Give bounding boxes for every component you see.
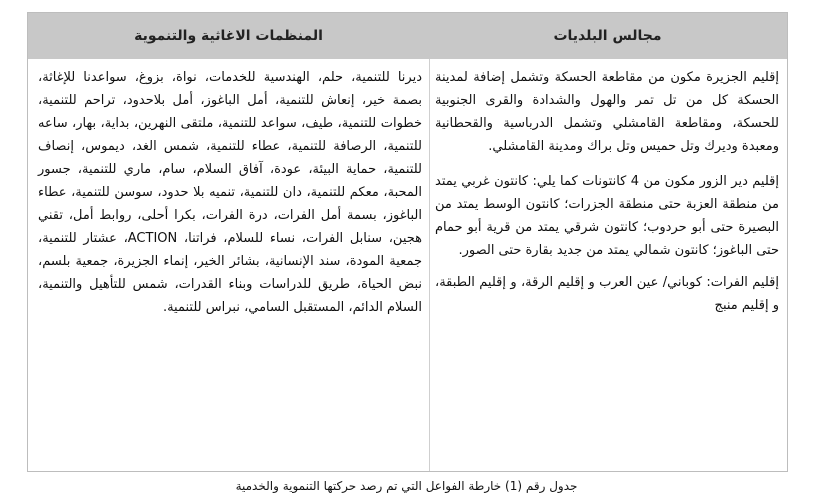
organizations-list-text: ديرنا للتنمية، حلم، الهندسية للخدمات، نواة، بزوغ، سواعدنا للإغاثة، بصمة خير، إنعاش للتنمية، أمل الباغوز، أمل بلاحدود، تراحم للتنمية، خطوات للتنمية، طيف، سواعد للتنمية، ملتقى النهرين، بداية، بهار، ساعه للتنمية، الرصافة للتنمية، عطاء للتنمية، شمس الغد، ديموس، إنصاف للتنمية، حماية البيئة، عودة، آفاق السلام، سام، ماري للتنمية، جسور المحبة، معكم للتنمية، دان للتنمية، تنميه بلا حدود، سوسن للتنمية، عطاء الباغوز، بسمة أمل الفرات، درة الفرات، بكرا أحلى، روابط أمل، تقني هجين، سنابل الفرات، نساء للسلام، فراتنا، ACTION، عشتار للتنمية، جمعية المودة، سند الإنسانية، بشائر الخير، إنماء الجزيرة، جمعية بلسم، نبض الحياة، طريق للدراسات وبناء القدرات، شمس للتأهيل والتنمية، السلام الدائم، المستقبل السامي، نبراس للتنمية. [38, 70, 422, 315]
cell-relief-organizations [38, 66, 422, 319]
jazira-region-text: إقليم الجزيرة مكون من مقاطعة الحسكة وتشمل إضافة لمدينة الحسكة كل من تل تمر والهول والشدادة والقرى الجنوبية للحسكة، ومقاطعة القامشلي وتشمل الدرباسية والقحطانية ومعبدة وديرك وتل حميس وتل براك ومدينة القامشلي. [435, 70, 779, 154]
cell-municipal-councils [435, 66, 779, 317]
header-relief-organizations: المنظمات الاغاثية والتنموية [28, 13, 429, 59]
header-municipal-councils: مجالس البلديات [427, 13, 787, 59]
deir-ezzor-region-text: إقليم دير الزور مكون من 4 كانتونات كما يلي: كانتون غربي يمتد من منطقة العزبة حتى منطقة الجزرات؛ كانتون الوسط يمتد من البصيرة حتى أبو حردوب؛ كانتون شرقي يمتد من قرية أبو حمام حتى الباغوز؛ كانتون شمالي يمتد من جديد بقارة حتى الصور. [435, 174, 779, 258]
column-divider [429, 59, 430, 471]
table-caption: جدول رقم (1) خارطة الفواعل التي تم رصد حركتها التنموية والخدمية [235, 479, 578, 493]
actors-table [27, 12, 788, 472]
euphrates-region-text: إقليم الفرات: كوباني/ عين العرب و إقليم الرقة، و إقليم الطبقة، و إقليم منبج [435, 275, 779, 313]
